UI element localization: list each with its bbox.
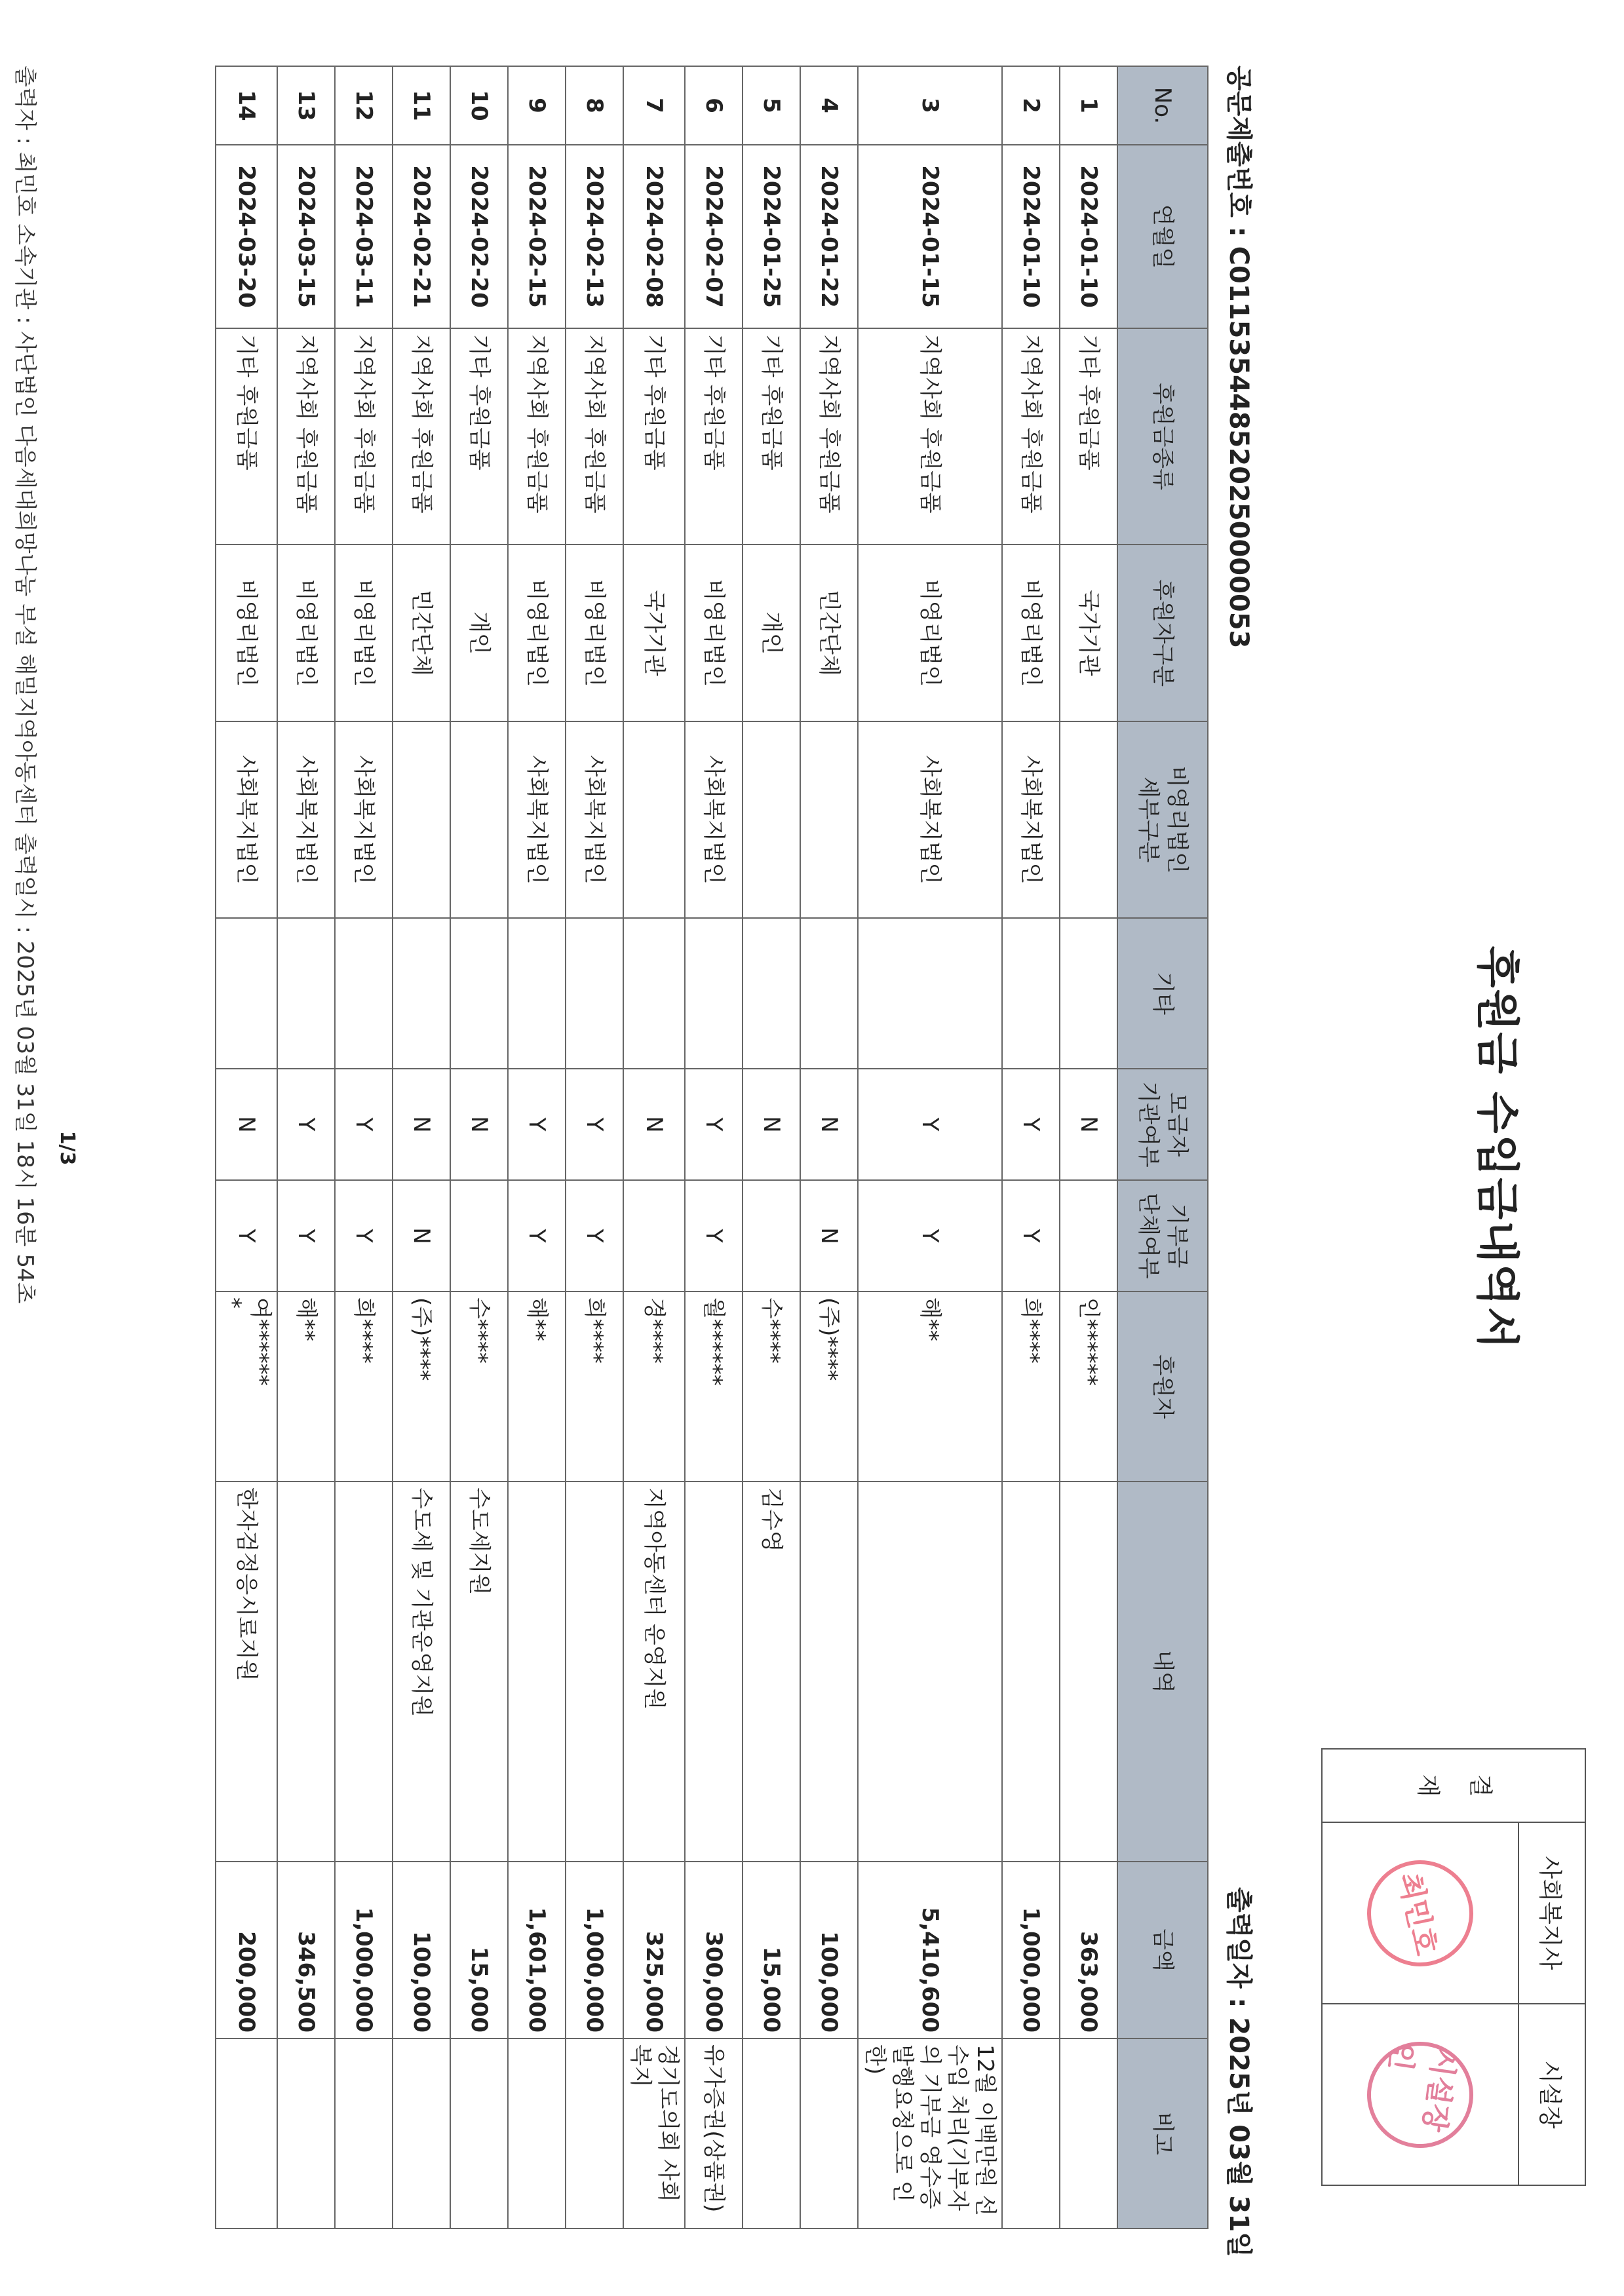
table-cell: 해** [277, 1292, 335, 1482]
table-cell: N [216, 1069, 277, 1180]
table-cell: N [800, 1180, 858, 1292]
table-cell [277, 918, 335, 1069]
table-cell: Y [685, 1069, 743, 1180]
table-cell: 12 [335, 66, 393, 145]
column-header: 비영리법인 세부구분 [1117, 721, 1208, 918]
table-cell [393, 2038, 450, 2229]
table-cell: 7 [623, 66, 685, 145]
table-cell [743, 1180, 800, 1292]
table-row [450, 66, 508, 2229]
table-cell [623, 721, 685, 918]
table-cell: 기타 후원금품 [216, 328, 277, 545]
page-number: 1/3 [56, 1130, 79, 1166]
table-cell: N [800, 1069, 858, 1180]
table-cell [685, 1482, 743, 1862]
table-cell [1060, 1180, 1117, 1292]
table-row [685, 66, 743, 2229]
table-cell: 기타 후원금품 [685, 328, 743, 545]
table-cell: 8 [566, 66, 623, 145]
approval-label [1323, 1750, 1585, 1823]
column-header: 금액 [1117, 1862, 1208, 2038]
table-cell: 325,000 [623, 1862, 685, 2038]
table-cell: 기타 후원금품 [743, 328, 800, 545]
table-cell [685, 918, 743, 1069]
table-cell: 지역사회 후원금품 [800, 328, 858, 545]
table-cell: 2024-03-11 [335, 145, 393, 328]
column-header: No. [1117, 66, 1208, 145]
table-cell: 2 [1002, 66, 1060, 145]
table-cell: 2024-02-08 [623, 145, 685, 328]
table-cell [393, 918, 450, 1069]
column-header: 비고 [1117, 2038, 1208, 2229]
column-header: 후원금종류 [1117, 328, 1208, 545]
table-cell: 6 [685, 66, 743, 145]
table-cell: 2024-02-15 [508, 145, 566, 328]
table-cell [800, 721, 858, 918]
table-cell: 1 [1060, 66, 1117, 145]
table-cell [335, 1482, 393, 1862]
column-header: 내역 [1117, 1482, 1208, 1862]
table-cell: 9 [508, 66, 566, 145]
table-cell: Y [508, 1069, 566, 1180]
table-cell: 363,000 [1060, 1862, 1117, 2038]
table-cell: Y [566, 1180, 623, 1292]
table-cell: 2024-03-15 [277, 145, 335, 328]
table-cell: 2024-03-20 [216, 145, 277, 328]
seal-stamp-icon: 시설장인 [1361, 2035, 1480, 2154]
column-header: 후원자구분 [1117, 545, 1208, 721]
table-cell: N [393, 1069, 450, 1180]
table-cell [743, 2038, 800, 2229]
document-title: 후원금 수입금내역서 [1472, 946, 1522, 1350]
table-cell: 민간단체 [393, 545, 450, 721]
table-row [858, 66, 1002, 2229]
table-cell: Y [216, 1180, 277, 1292]
table-cell: Y [566, 1069, 623, 1180]
table-cell [450, 918, 508, 1069]
table-cell: Y [335, 1069, 393, 1180]
table-cell: 비영리법인 [566, 545, 623, 721]
table-cell: 사회복지법인 [685, 721, 743, 918]
table-cell [216, 2038, 277, 2229]
table-cell: N [1060, 1069, 1117, 1180]
table-cell [858, 1482, 1002, 1862]
table-cell: 김수영 [743, 1482, 800, 1862]
table-cell: 5 [743, 66, 800, 145]
table-cell: 사회복지법인 [508, 721, 566, 918]
table-cell: Y [335, 1180, 393, 1292]
table-cell: 개인 [743, 545, 800, 721]
table-header-row [1117, 66, 1208, 2229]
table-cell: 개인 [450, 545, 508, 721]
table-cell: 13 [277, 66, 335, 145]
table-cell: 여****** * [216, 1292, 277, 1482]
table-cell: 수**** [743, 1292, 800, 1482]
table-cell: 300,000 [685, 1862, 743, 2038]
table-cell: 1,000,000 [566, 1862, 623, 2038]
table-cell: 1,601,000 [508, 1862, 566, 2038]
table-cell [566, 2038, 623, 2229]
table-cell [335, 918, 393, 1069]
table-cell [743, 918, 800, 1069]
table-cell [623, 1180, 685, 1292]
table-cell: N [743, 1069, 800, 1180]
table-cell: N [450, 1069, 508, 1180]
table-cell: 인****** [1060, 1292, 1117, 1482]
table-cell: 민간단체 [800, 545, 858, 721]
table-cell: Y [1002, 1180, 1060, 1292]
approval-role: 사회복지사 [1518, 1823, 1585, 2003]
table-cell: 12월 이백만원 선수입 처리(기부자의 기부금 영수증 발행요청으로 인한) [858, 2038, 1002, 2229]
donation-table [215, 66, 1208, 2229]
table-cell: 비영리법인 [685, 545, 743, 721]
table-row [393, 66, 450, 2229]
column-header: 모금자 기관여부 [1117, 1069, 1208, 1180]
table-cell [566, 918, 623, 1069]
table-cell [450, 1180, 508, 1292]
table-cell: 사회복지법인 [858, 721, 1002, 918]
table-cell [450, 2038, 508, 2229]
column-header: 기타 [1117, 918, 1208, 1069]
table-cell: 100,000 [393, 1862, 450, 2038]
table-cell: 2024-02-07 [685, 145, 743, 328]
table-cell [743, 721, 800, 918]
table-cell: 해** [508, 1292, 566, 1482]
table-cell: 346,500 [277, 1862, 335, 2038]
table-cell [623, 918, 685, 1069]
table-cell: 수도세지원 [450, 1482, 508, 1862]
table-cell: 지역사회 후원금품 [858, 328, 1002, 545]
table-cell [1002, 918, 1060, 1069]
footer-info: 출력자 : 최민호 소속기관 : 사단법인 다음세대희망나눔 부설 해밀지역아동센터 출력일시 : 2025년 03월 31일 18시 16분 54초 [12, 66, 38, 1304]
table-cell: 비영리법인 [858, 545, 1002, 721]
table-cell: 2024-02-13 [566, 145, 623, 328]
table-cell: Y [1002, 1069, 1060, 1180]
table-cell: 사회복지법인 [566, 721, 623, 918]
table-cell: 국가기관 [623, 545, 685, 721]
table-cell: 한자검정응시료지원 [216, 1482, 277, 1862]
column-header: 연월일 [1117, 145, 1208, 328]
print-date: 출력일자 : 2025년 03월 31일 [1224, 1887, 1254, 2257]
table-cell: 15,000 [450, 1862, 508, 2038]
table-cell [393, 721, 450, 918]
table-cell: 지역아동센터 운영지원 [623, 1482, 685, 1862]
table-cell [800, 2038, 858, 2229]
table-cell: Y [858, 1180, 1002, 1292]
table-cell: 지역사회 후원금품 [566, 328, 623, 545]
table-cell: 비영리법인 [508, 545, 566, 721]
table-cell: 지역사회 후원금품 [508, 328, 566, 545]
table-cell: Y [277, 1180, 335, 1292]
approval-box [1321, 1748, 1586, 2186]
table-cell: 지역사회 후원금품 [277, 328, 335, 545]
document-number: 공문제출번호 : C011535448520250000053 [1224, 66, 1254, 649]
table-cell [508, 1482, 566, 1862]
table-cell [508, 918, 566, 1069]
table-cell: 비영리법인 [335, 545, 393, 721]
approval-label-char: 결 [1467, 1774, 1494, 1797]
table-row [743, 66, 800, 2229]
signature-area [1323, 2004, 1518, 2185]
table-cell [450, 721, 508, 918]
table-cell: 2024-02-21 [393, 145, 450, 328]
table-cell: 비영리법인 [1002, 545, 1060, 721]
table-cell [1002, 2038, 1060, 2229]
table-row [277, 66, 335, 2229]
table-cell: 기타 후원금품 [450, 328, 508, 545]
table-cell [1060, 2038, 1117, 2229]
table-row [566, 66, 623, 2229]
table-row [216, 66, 277, 2229]
table-row [335, 66, 393, 2229]
table-cell: 사회복지법인 [1002, 721, 1060, 918]
table-cell: 수**** [450, 1292, 508, 1482]
table-cell: 수도세 및 기관운영지원 [393, 1482, 450, 1862]
table-cell: N [393, 1180, 450, 1292]
table-cell [800, 1482, 858, 1862]
table-cell: 11 [393, 66, 450, 145]
table-cell: Y [277, 1069, 335, 1180]
table-body [216, 66, 1117, 2229]
table-cell [1060, 918, 1117, 1069]
table-cell: 2024-01-22 [800, 145, 858, 328]
table-row [1002, 66, 1060, 2229]
table-cell: N [623, 1069, 685, 1180]
table-cell: (주)**** [393, 1292, 450, 1482]
table-cell: 지역사회 후원금품 [1002, 328, 1060, 545]
column-header: 기부금 단체여부 [1117, 1180, 1208, 1292]
table-cell [1060, 721, 1117, 918]
table-cell: 10 [450, 66, 508, 145]
table-cell: 사회복지법인 [335, 721, 393, 918]
approval-role: 시설장 [1518, 2004, 1585, 2185]
table-cell: 1,000,000 [335, 1862, 393, 2038]
table-cell [508, 2038, 566, 2229]
table-cell: 3 [858, 66, 1002, 145]
table-cell: 해** [858, 1292, 1002, 1482]
table-cell: 5,410,600 [858, 1862, 1002, 2038]
table-cell: 사회복지법인 [216, 721, 277, 918]
table-cell: 지역사회 후원금품 [393, 328, 450, 545]
table-cell: 희**** [335, 1292, 393, 1482]
table-row [1060, 66, 1117, 2229]
table-cell: 비영리법인 [277, 545, 335, 721]
table-cell: Y [685, 1180, 743, 1292]
approval-social-worker [1323, 1823, 1585, 2004]
signature-area [1323, 1823, 1518, 2003]
table-cell: 경**** [623, 1292, 685, 1482]
approval-director [1323, 2004, 1585, 2185]
column-header: 후원자 [1117, 1292, 1208, 1482]
table-cell [335, 2038, 393, 2229]
table-cell [1002, 1482, 1060, 1862]
table-cell [1060, 1482, 1117, 1862]
table-cell [858, 918, 1002, 1069]
table-row [623, 66, 685, 2229]
table-cell: 2024-01-25 [743, 145, 800, 328]
table-cell: 경기도의회 사회복지 [623, 2038, 685, 2229]
table-cell: 비영리법인 [216, 545, 277, 721]
table-cell: 14 [216, 66, 277, 145]
table-cell [277, 2038, 335, 2229]
table-cell: 15,000 [743, 1862, 800, 2038]
table-cell: Y [508, 1180, 566, 1292]
table-cell: 국가기관 [1060, 545, 1117, 721]
table-cell: 월****** [685, 1292, 743, 1482]
seal-stamp-icon: 최민호 [1357, 1850, 1483, 1976]
table-cell [277, 1482, 335, 1862]
table-cell: 희**** [566, 1292, 623, 1482]
table-cell: 200,000 [216, 1862, 277, 2038]
table-cell [216, 918, 277, 1069]
table-cell: 2024-01-10 [1060, 145, 1117, 328]
table-cell: 100,000 [800, 1862, 858, 2038]
table-cell: 2024-01-10 [1002, 145, 1060, 328]
table-cell: 사회복지법인 [277, 721, 335, 918]
table-cell [800, 918, 858, 1069]
table-cell: 유가증권(상품권) [685, 2038, 743, 2229]
table-cell [566, 1482, 623, 1862]
approval-label-char: 재 [1414, 1774, 1441, 1797]
table-cell: (주)**** [800, 1292, 858, 1482]
table-cell: 2024-01-15 [858, 145, 1002, 328]
table-cell: 기타 후원금품 [1060, 328, 1117, 545]
table-row [800, 66, 858, 2229]
table-cell: Y [858, 1069, 1002, 1180]
table-cell: 기타 후원금품 [623, 328, 685, 545]
table-cell: 1,000,000 [1002, 1862, 1060, 2038]
table-cell: 희**** [1002, 1292, 1060, 1482]
table-cell: 4 [800, 66, 858, 145]
table-cell: 2024-02-20 [450, 145, 508, 328]
table-row [508, 66, 566, 2229]
table-cell: 지역사회 후원금품 [335, 328, 393, 545]
